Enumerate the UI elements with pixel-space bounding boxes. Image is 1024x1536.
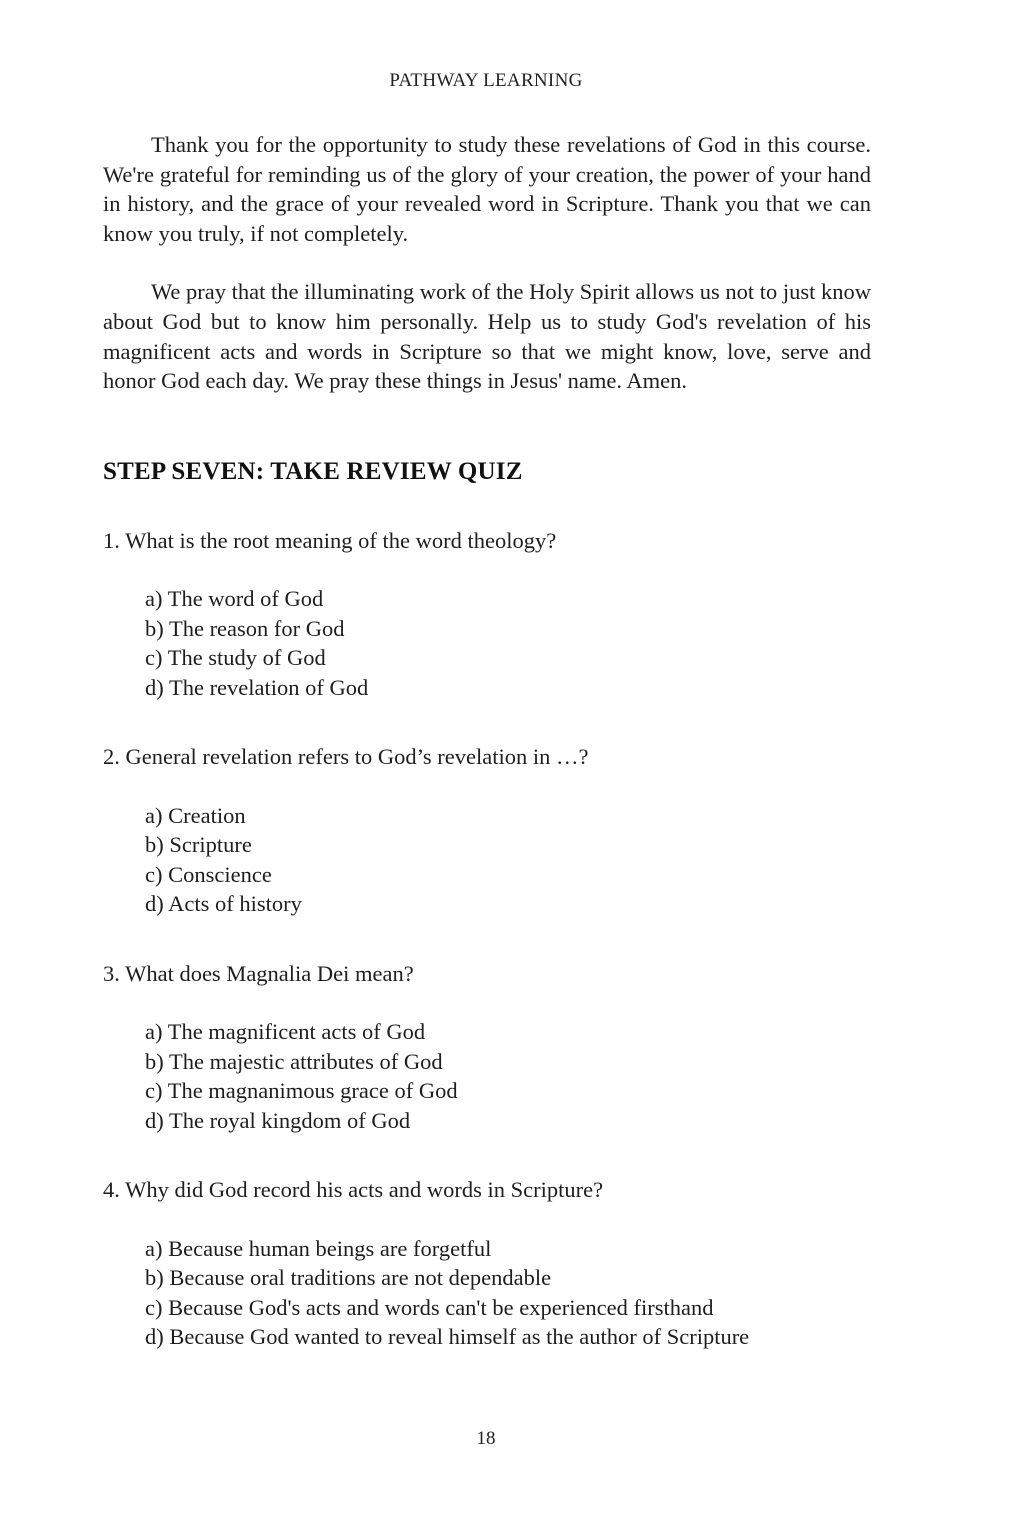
quiz-option: a) Because human beings are forgetful — [145, 1235, 492, 1261]
quiz-options — [103, 801, 871, 919]
quiz-question: 1. What is the root meaning of the word theology? — [103, 527, 557, 553]
quiz-option: d) The revelation of God — [145, 674, 369, 700]
quiz-option: c) The study of God — [145, 645, 326, 671]
quiz-option: a) Creation — [145, 802, 246, 828]
section-heading: STEP SEVEN: TAKE REVIEW QUIZ — [103, 457, 523, 485]
quiz-option: b) The reason for God — [145, 615, 345, 641]
quiz-question-block — [103, 742, 871, 919]
quiz-option: c) Because God's acts and words can't be experienced firsthand — [145, 1294, 714, 1320]
quiz-options — [103, 1017, 871, 1135]
page-content — [103, 130, 871, 1352]
quiz-option: d) Because God wanted to reveal himself as the author of Scripture — [145, 1324, 750, 1350]
quiz-option: b) Scripture — [145, 832, 252, 858]
page-number: 18 — [476, 1428, 496, 1449]
running-header: PATHWAY LEARNING — [389, 70, 583, 91]
quiz-question: 2. General revelation refers to God’s revelation in …? — [103, 744, 589, 770]
quiz-question: 3. What does Magnalia Dei mean? — [103, 960, 414, 986]
quiz-question-block — [103, 1175, 871, 1352]
quiz-option: a) The magnificent acts of God — [145, 1019, 426, 1045]
quiz-question-block — [103, 526, 871, 703]
prayer-paragraph: We pray that the illuminating work of the Holy Spirit allows us not to just know about God but to know him personally. Help us to study God's revelation of his magnificent acts and words in Scripture so that we might know, love, serve and honor God each day. We pray these things in Jesus' name. Amen. — [103, 279, 871, 394]
quiz-option: c) The magnanimous grace of God — [145, 1078, 458, 1104]
quiz-option: a) The word of God — [145, 586, 324, 612]
quiz-question: 4. Why did God record his acts and words in Scripture? — [103, 1177, 604, 1203]
quiz-options — [103, 584, 871, 702]
quiz-option: c) Conscience — [145, 861, 272, 887]
quiz-option: d) The royal kingdom of God — [145, 1107, 411, 1133]
quiz-options — [103, 1234, 871, 1352]
prayer-paragraph: Thank you for the opportunity to study these revelations of God in this course. We're grateful for reminding us of the glory of your creation, the power of your hand in history, and the grace of your revealed word in Scripture. Thank you that we can know you truly, if not completely. — [103, 132, 871, 246]
quiz-question-block — [103, 959, 871, 1136]
quiz-option: b) Because oral traditions are not dependable — [145, 1265, 552, 1291]
quiz-option: d) Acts of history — [145, 891, 302, 917]
quiz-option: b) The majestic attributes of God — [145, 1048, 443, 1074]
